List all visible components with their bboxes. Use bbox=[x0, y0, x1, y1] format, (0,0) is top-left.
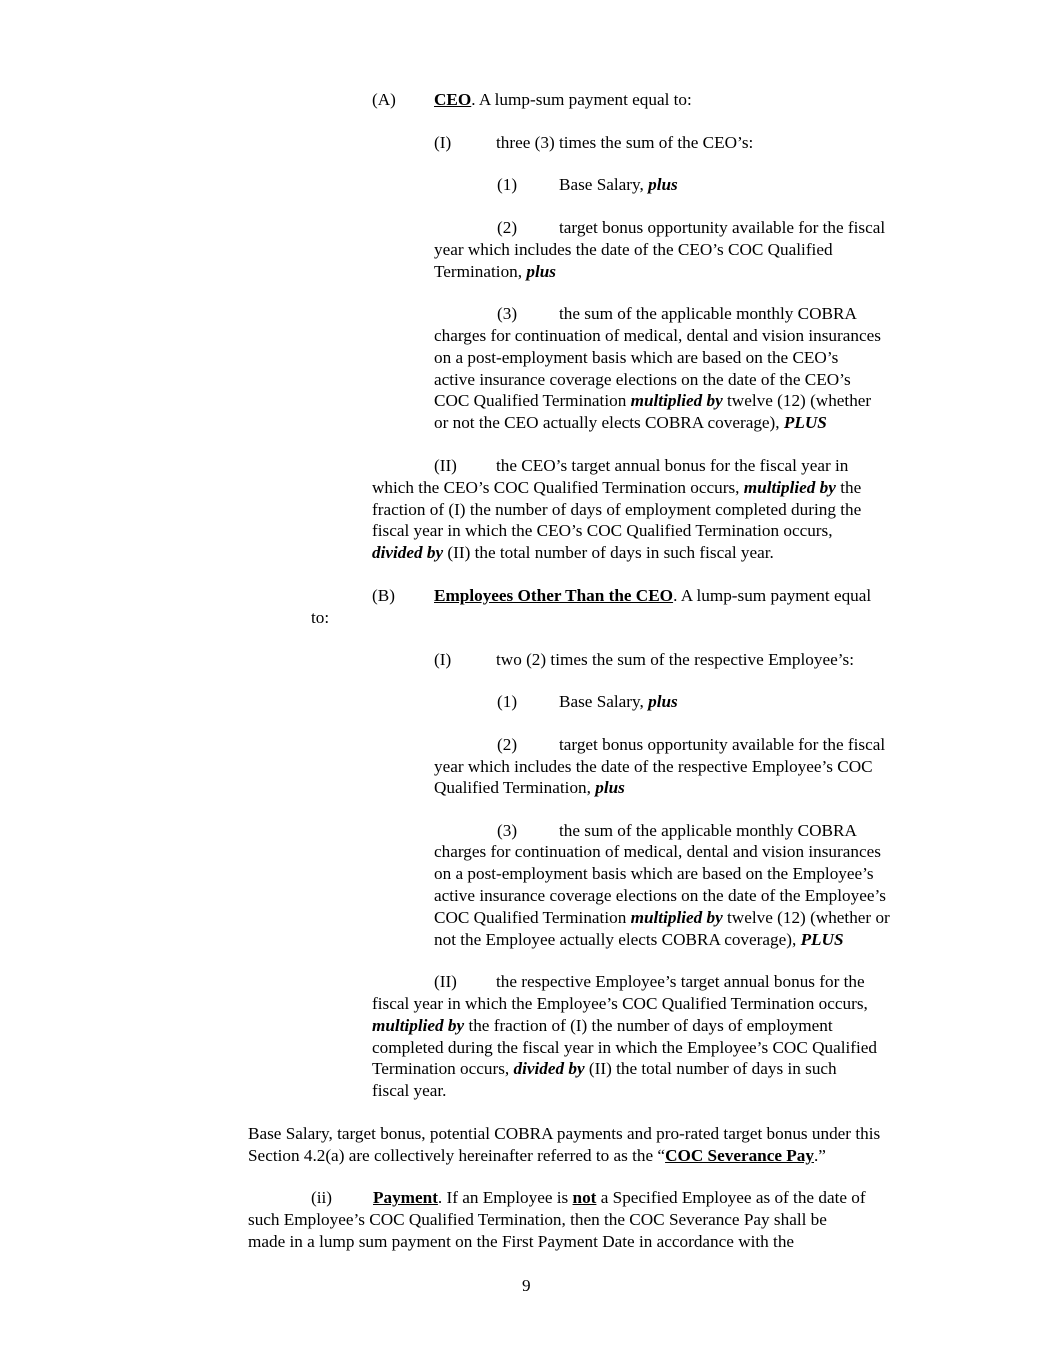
a-i-item: (I) three (3) times the sum of the CEO’s: bbox=[434, 133, 754, 152]
b-ii-line: completed during the fiscal year in which the Employee’s COC Qualified bbox=[372, 1038, 877, 1057]
a-ii-line: fiscal year in which the CEO’s COC Qualified Termination occurs, bbox=[372, 521, 833, 540]
a-ii-item: (II) the CEO’s target annual bonus for the fiscal year in bbox=[434, 456, 849, 475]
b-ii-item: (II) the respective Employee’s target annual bonus for the bbox=[434, 972, 865, 991]
b-i-3-line: on a post-employment basis which are based on the Employee’s bbox=[434, 864, 874, 883]
section-b-continuation: to: bbox=[311, 608, 330, 627]
b-ii-line: fiscal year. bbox=[372, 1081, 447, 1100]
a-i-2-line: Termination, plus bbox=[434, 262, 556, 281]
a-ii-line: divided by (II) the total number of days in such fiscal year. bbox=[372, 543, 774, 562]
a-i-2-line: year which includes the date of the CEO’s COC Qualified bbox=[434, 240, 833, 259]
a-ii-line: which the CEO’s COC Qualified Termination occurs, multiplied by the bbox=[372, 478, 862, 497]
a-i-3-line: active insurance coverage elections on the date of the CEO’s bbox=[434, 370, 851, 389]
b-i-2-line: Qualified Termination, plus bbox=[434, 778, 625, 797]
payment-title: Payment bbox=[373, 1188, 438, 1207]
b-i-3-line: active insurance coverage elections on the date of the Employee’s bbox=[434, 886, 886, 905]
payment-line: such Employee’s COC Qualified Termination, then the COC Severance Pay shall be bbox=[248, 1210, 827, 1229]
defined-term: COC Severance Pay bbox=[665, 1146, 814, 1165]
a-ii-line: fraction of (I) the number of days of employment completed during the bbox=[372, 500, 862, 519]
b-ii-line: Termination occurs, divided by (II) the total number of days in such bbox=[372, 1059, 837, 1078]
a-i-2-item: (2) target bonus opportunity available for the fiscal bbox=[497, 218, 886, 237]
section-b-heading: (B) Employees Other Than the CEO. A lump-sum payment equal bbox=[372, 586, 872, 605]
summary-line: Base Salary, target bonus, potential COBRA payments and pro-rated target bonus under this bbox=[248, 1124, 881, 1143]
b-ii-line: fiscal year in which the Employee’s COC Qualified Termination occurs, bbox=[372, 994, 868, 1013]
a-i-3-item: (3) the sum of the applicable monthly COBRA bbox=[497, 304, 857, 323]
payment-heading: (ii) Payment. If an Employee is not a Specified Employee as of the date of bbox=[311, 1188, 866, 1207]
section-a-title: CEO bbox=[434, 90, 472, 109]
a-i-3-line: on a post-employment basis which are based on the CEO’s bbox=[434, 348, 839, 367]
a-i-3-line: or not the CEO actually elects COBRA coverage), PLUS bbox=[434, 413, 827, 432]
b-i-3-line: COC Qualified Termination multiplied by twelve (12) (whether or bbox=[434, 908, 890, 927]
b-i-3-item: (3) the sum of the applicable monthly COBRA bbox=[497, 821, 857, 840]
b-i-3-line: not the Employee actually elects COBRA coverage), PLUS bbox=[434, 930, 844, 949]
b-ii-line: multiplied by the fraction of (I) the number of days of employment bbox=[372, 1016, 833, 1035]
payment-line: made in a lump sum payment on the First Payment Date in accordance with the bbox=[248, 1232, 795, 1251]
section-a-heading: (A) CEO. A lump-sum payment equal to: bbox=[372, 90, 692, 109]
b-i-1-item: (1) Base Salary, plus bbox=[497, 692, 678, 711]
page-number: 9 bbox=[522, 1276, 531, 1295]
summary-line: Section 4.2(a) are collectively hereinafter referred to as the “COC Severance Pay.” bbox=[248, 1146, 826, 1165]
a-i-1-item: (1) Base Salary, plus bbox=[497, 175, 678, 194]
b-i-2-item: (2) target bonus opportunity available for the fiscal bbox=[497, 735, 886, 754]
a-i-3-line: charges for continuation of medical, dental and vision insurances bbox=[434, 326, 881, 345]
section-b-title: Employees Other Than the CEO bbox=[434, 586, 674, 605]
a-i-3-line: COC Qualified Termination multiplied by twelve (12) (whether bbox=[434, 391, 872, 410]
b-i-2-line: year which includes the date of the respective Employee’s COC bbox=[434, 757, 873, 776]
b-i-item: (I) two (2) times the sum of the respective Employee’s: bbox=[434, 650, 854, 669]
b-i-3-line: charges for continuation of medical, dental and vision insurances bbox=[434, 842, 881, 861]
